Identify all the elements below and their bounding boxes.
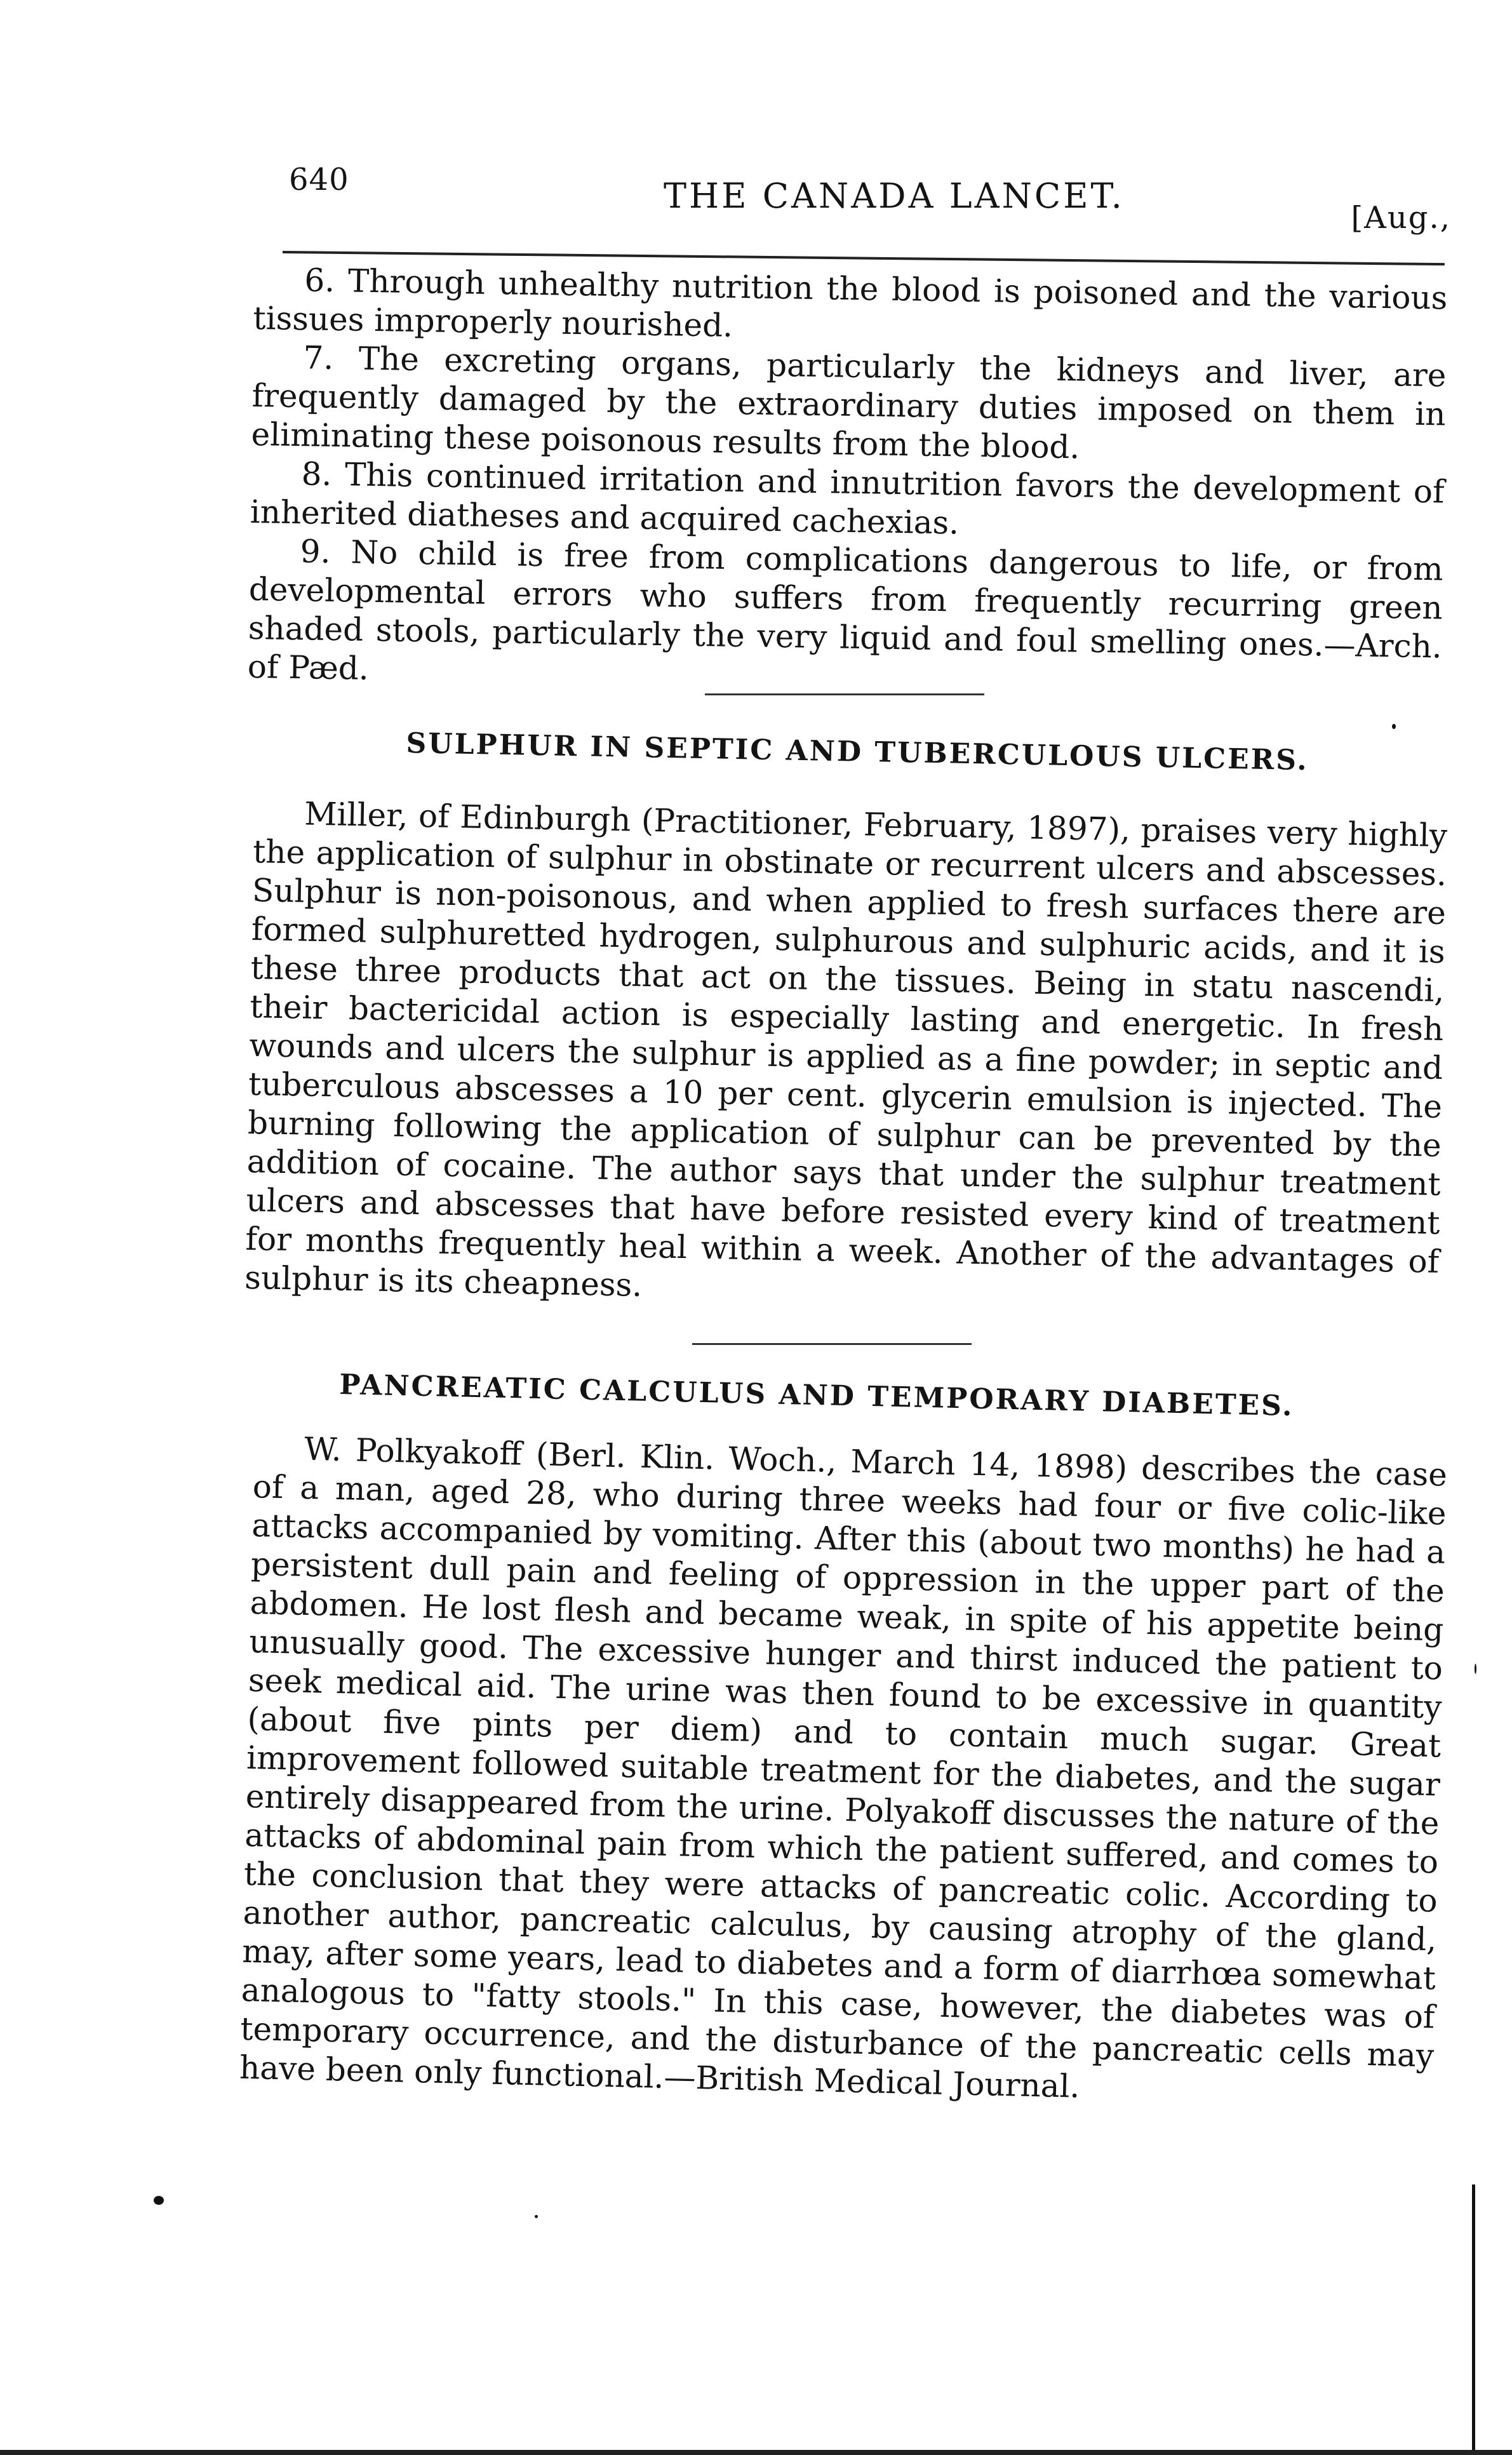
ink-speck — [535, 2215, 538, 2218]
running-title: THE CANADA LANCET. — [664, 176, 1125, 216]
page-number: 640 — [289, 162, 349, 197]
paragraph-point-8: 8. This continued irritation and innutrition favors the development of inherited diatheses and acquired cachexias. — [250, 455, 1445, 542]
paragraph-sulphur: Miller, of Edinburgh (Practitioner, February, 1897), praises very highly the application of sulphur in obstinate or recurrent ulcers and abscesses. Sulphur is non-poisonous, and when applied to fresh surfaces there are formed sulphuretted hydrogen, sulphurous and sulphuric acids, and it is these three products that act on the tissues. Being in statu nascendi, their bactericidal action is especially lasting and energetic. In fresh wounds and ulcers the sulphur is applied as a fine powder; in septic and tuberculous abscesses a 10 per cent. glycerin emulsion is injected. The burning following the application of sulphur can be prevented by the addition of cocaine. The author says that under the sulphur treatment ulcers and abscesses that have before resisted every kind of treatment for months frequently heal within a week. Another of the advantages of sulphur is its cheapness. — [244, 795, 1448, 1304]
ink-speck — [154, 2196, 164, 2205]
ink-speck — [1392, 724, 1396, 729]
paragraph-point-9: 9. No child is free from complications dangerous to life, or from developmental errors who suffers from frequently recurring green shaded stools, particularly the very liquid and foul smelling ones.—Arch. of Pæd. — [247, 533, 1444, 687]
paragraph-pancreatic: W. Polkyakoff (Berl. Klin. Woch., March 14, 1898) describes the case of a man, aged 28, who during three weeks had four or five colic-like attacks accompanied by vomiting. After this (about two months) he had a persistent dull pain and feeling of oppression in the upper part of the abdomen. He lost flesh and became weak, in spite of his appetite being unusually good. The excessive hunger and thirst induced the patient to seek medical aid. The urine was then found to be excessive in quantity (about five pints per diem) and to contain much sugar. Great improvement followed suitable treatment for the diabetes, and the sugar entirely disappeared from the urine. Polyakoff discusses the nature of the attacks of abdominal pain from which the patient suffered, and comes to the conclusion that they were attacks of pancreatic colic. According to another author, pancreatic calculus, by causing atrophy of the gland, may, after some years, lead to diabetes and a form of diarrhœa somewhat analogous to "fatty stools." In this case, however, the diabetes was of temporary occurrence, and the disturbance of the pancreatic cells may have been only functional.—British Medical Journal. — [239, 1430, 1448, 2105]
issue-label: [Aug., — [1351, 200, 1451, 236]
section-divider — [692, 1343, 972, 1345]
heading-pancreatic-calculus: PANCREATIC CALCULUS AND TEMPORARY DIABETES. — [338, 1368, 1295, 1423]
scan-edge-right — [1472, 2184, 1475, 2455]
page-header — [289, 162, 1451, 236]
paragraph-point-7: 7. The excreting organs, particularly the kidneys and liver, are frequently damaged by the extraordinary duties imposed on them in eliminating these poisonous results from the blood. — [251, 339, 1447, 466]
paragraph-point-6: 6. Through unhealthy nutrition the blood is poisoned and the various tissues improperly nourished. — [253, 262, 1448, 344]
section-divider — [705, 693, 984, 695]
sulphur-article — [244, 794, 1448, 1320]
ink-speck — [1475, 1664, 1476, 1674]
numbered-points — [247, 260, 1447, 705]
scan-edge-bottom — [0, 2450, 1512, 2455]
pancreatic-article — [239, 1429, 1447, 2114]
heading-sulphur-ulcers: SULPHUR IN SEPTIC AND TUBERCULOUS ULCERS. — [406, 727, 1309, 777]
